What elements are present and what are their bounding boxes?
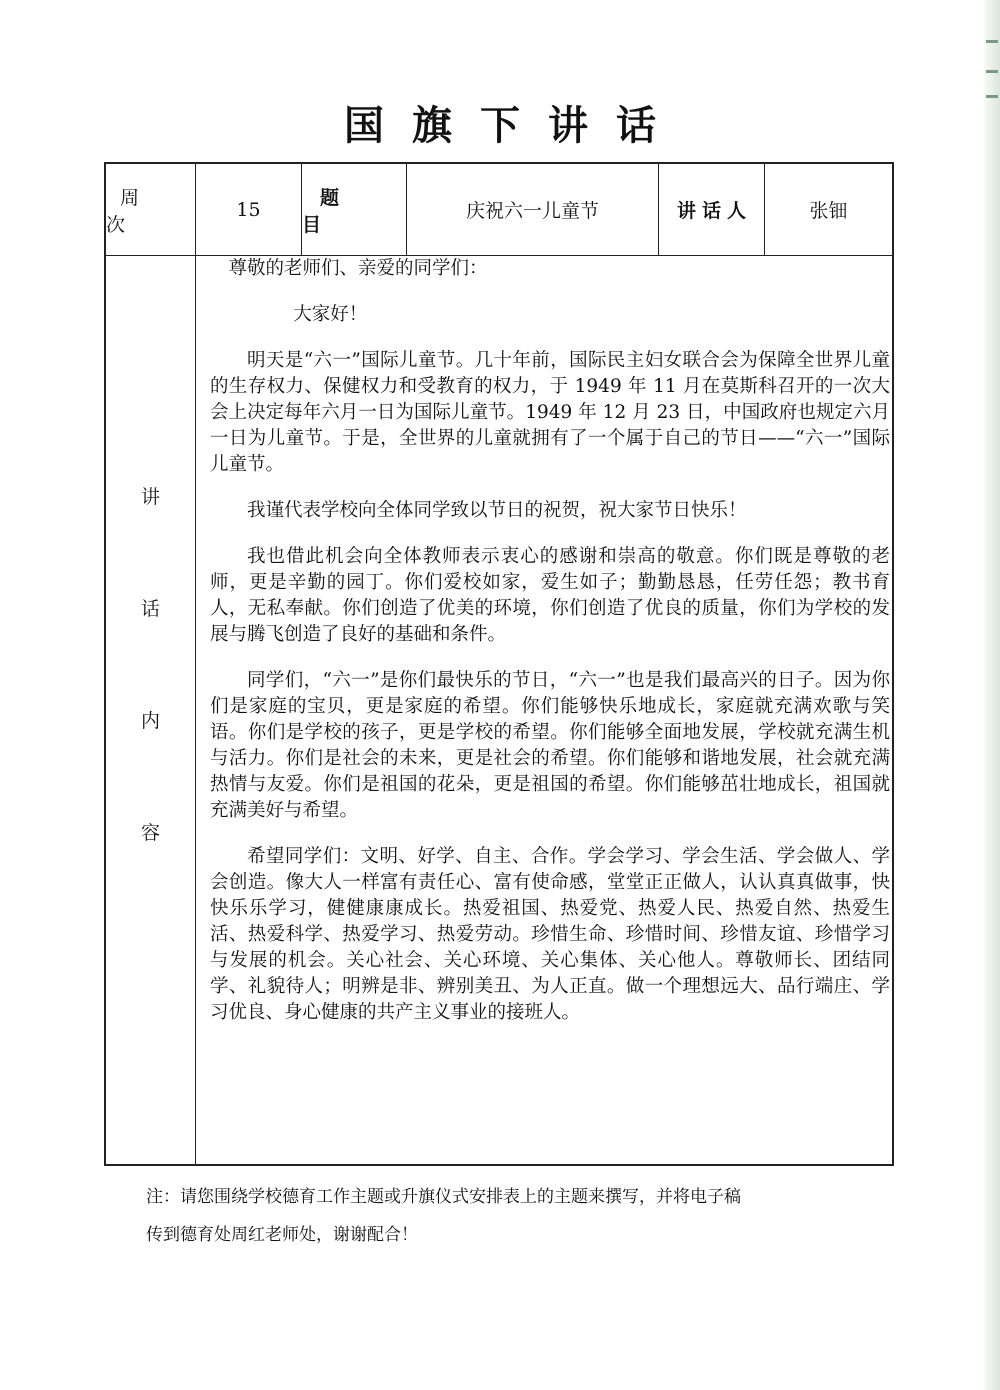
- page-title: 国旗下讲话: [344, 102, 684, 149]
- week-value: 15: [196, 164, 302, 255]
- header-row: [106, 164, 892, 256]
- side-label-char: 容: [140, 822, 160, 844]
- greeting: 大家好！: [293, 304, 368, 325]
- paragraph: 我也借此机会向全体教师表示衷心的感谢和崇高的敬意。你们既是尊敬的老师，更是辛勤的园丁。你们爱校如家，爱生如子；勤勤恳恳，任劳任怨；教书育人，无私奉献。你们创造了优美的环境，你们创造了优良的质量，你们为学校的发展与腾飞创造了良好的基础和条件。: [210, 546, 890, 645]
- speaker-label: 讲话人: [659, 164, 765, 255]
- speech-form-table: [104, 162, 894, 1166]
- footnote-line: 注：请您围绕学校德育工作主题或升旗仪式安排表上的主题来撰写，并将电子稿: [146, 1187, 741, 1207]
- topic-value: 庆祝六一儿童节: [407, 164, 659, 255]
- paragraph: 我谨代表学校向全体同学致以节日的祝贺，祝大家节日快乐！: [247, 500, 747, 521]
- side-label-char: 内: [140, 710, 160, 732]
- topic-label: 题 目: [302, 164, 407, 255]
- side-label-char: 话: [140, 598, 160, 620]
- footnote-line: 传到德育处周红老师处，谢谢配合！: [146, 1225, 418, 1245]
- speaker-value: 张钿: [809, 200, 848, 222]
- paragraph: 同学们，“六一”是你们最快乐的节日，“六一”也是我们最高兴的日子。因为你们是家庭的宝贝，更是家庭的希望。你们能够快乐地成长，家庭就充满欢歌与笑语。你们是学校的孩子，更是学校的希望。你们能够全面地发展，学校就充满生机与活力。你们是社会的未来，更是社会的希望。你们能够和谐地发展，社会就充满热情与友爱。你们是祖国的花朵，更是祖国的希望。你们能够茁壮地成长，祖国就充满美好与希望。: [210, 670, 890, 821]
- paragraph: 希望同学们：文明、好学、自主、合作。学会学习、学会生活、学会做人、学会创造。像大人一样富有责任心、富有使命感，堂堂正正做人，认认真真做事，快快乐乐学习，健健康康成长。热爱祖国、热爱党、热爱人民、热爱自然、热爱生活、热爱科学、热爱学习、热爱劳动。珍惜生命、珍惜时间、珍惜友谊、珍惜学习与发展的机会。关心社会、关心环境、关心集体、关心他人。尊敬师长、团结同学、礼貌待人；明辨是非、辨别美丑、为人正直。做一个理想远大、品行端庄、学习优良、身心健康的共产主义事业的接班人。: [210, 846, 890, 1023]
- side-label-char: 讲: [140, 486, 160, 508]
- content-label-column: [106, 256, 196, 1164]
- salutation: 尊敬的老师们、亲爱的同学们：: [228, 258, 488, 279]
- footnote: [146, 1178, 866, 1254]
- paragraph: 明天是“六一”国际儿童节。几十年前，国际民主妇女联合会为保障全世界儿童的生存权力、保健权力和受教育的权力，于 1949 年 11 月在莫斯科召开的一次大会上决定每年六月一日为国际儿童节。1949 年 12 月 23 日，中国政府也规定六月一日为儿童节。于是，全世界的儿童就拥有了一个属于自己的节日——“六一”国际儿童节。: [210, 350, 890, 475]
- speech-content: [210, 256, 890, 1046]
- week-label: 周 次: [106, 164, 196, 255]
- page-edge: [982, 0, 1000, 1390]
